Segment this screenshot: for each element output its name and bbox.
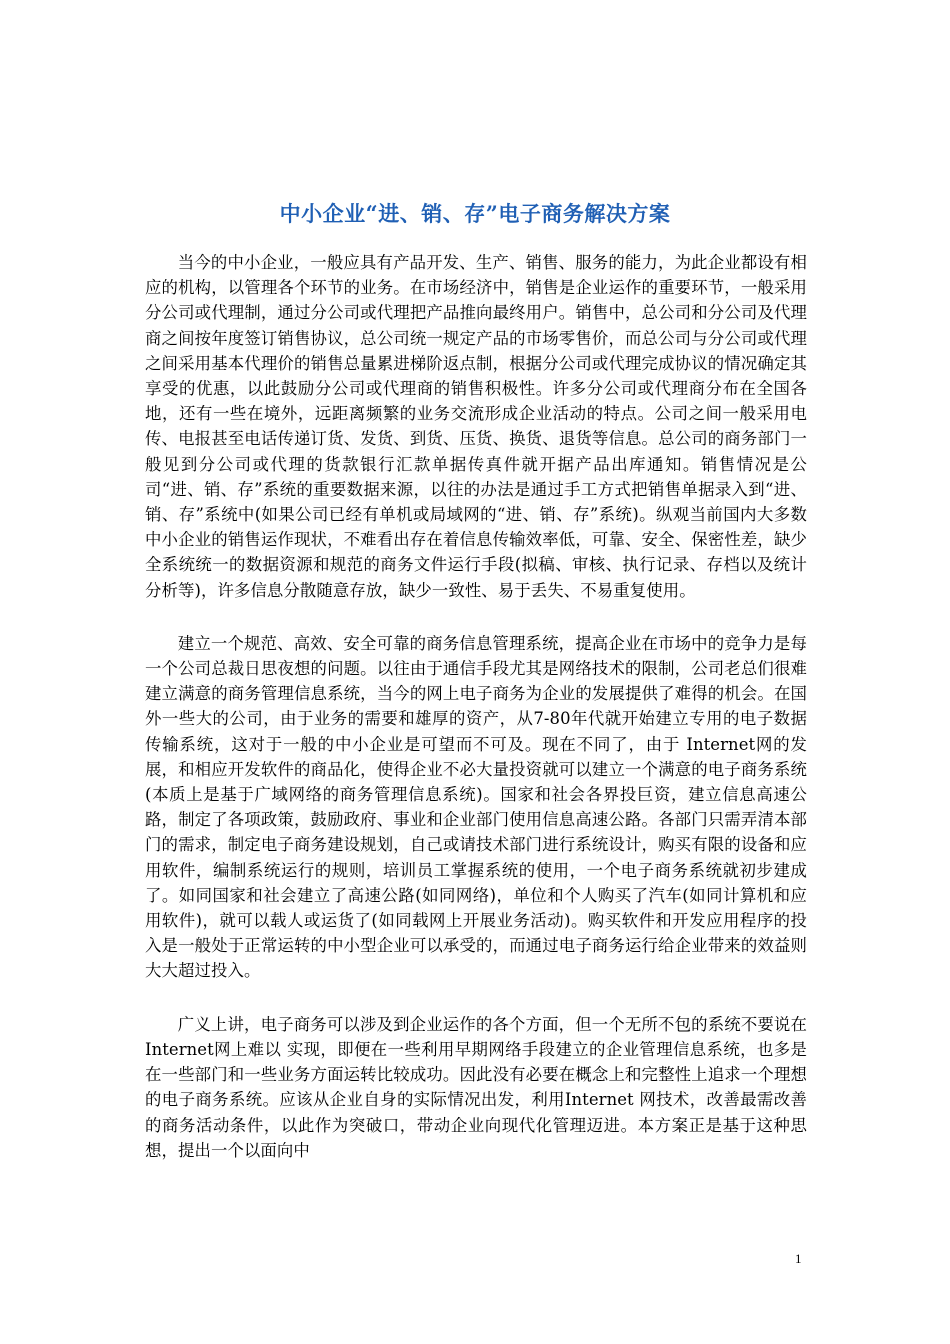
document-title: 中小企业“进、销、存”电子商务解决方案 xyxy=(279,201,671,226)
paragraph: 广义上讲，电子商务可以涉及到企业运作的各个方面，但一个无所不包的系统不要说在Internet网上难以 实现，即便在一些利用早期网络手段建立的企业管理信息系统，也多是在一些部门和一些业务方面运转比较成功。因此没有必要在概念上和完整性上追求一个理想的电子商务系统。应该从企业自身的实际情况出发，利用Internet 网技术，改善最需改善的商务活动条件，以此作为突破口，带动企业向现代化管理迈进。本方案正是基于这种思想，提出一个以面向中 xyxy=(145,1014,807,1160)
paragraph: 建立一个规范、高效、安全可靠的商务信息管理系统，提高企业在市场中的竞争力是每一个公司总裁日思夜想的问题。以往由于通信手段尤其是网络技术的限制，公司老总们很难建立满意的商务管理信息系统，当今的网上电子商务为企业的发展提供了难得的机会。在国外一些大的公司，由于业务的需要和雄厚的资产，从7-80年代就开始建立专用的电子数据传输系统，这对于一般的中小企业是可望而不可及。现在不同了，由于 Internet网的发展，和相应开发软件的商品化，使得企业不必大量投资就可以建立一个满意的电子商务系统(本质上是基于广域网络的商务管理信息系统)。国家和社会各界投巨资，建立信息高速公路，制定了各项政策，鼓励政府、事业和企业部门使用信息高速公路。各部门只需弄清本部门的需求，制定电子商务建设规划，自己或请技术部门进行系统设计，购买有限的设备和应用软件，编制系统运行的规则，培训员工掌握系统的使用，一个电子商务系统就初步建成了。如同国家和社会建立了高速公路(如同网络)，单位和个人购买了汽车(如同计算机和应用软件)，就可以载人或运货了(如同载网上开展业务活动)。购买软件和开发应用程序的投入是一般处于正常运转的中小型企业可以承受的，而通过电子商务运行给企业带来的效益则大大超过投入。 xyxy=(145,633,807,981)
page-number: 1 xyxy=(795,1251,802,1266)
paragraph: 当今的中小企业，一般应具有产品开发、生产、销售、服务的能力，为此企业都设有相应的机构，以管理各个环节的业务。在市场经济中，销售是企业运作的重要环节，一般采用分公司或代理制，通过分公司或代理把产品推向最终用户。销售中，总公司和分公司及代理商之间按年度签订销售协议，总公司统一规定产品的市场零售价，而总公司与分公司或代理之间采用基本代理价的销售总量累进梯阶返点制，根据分公司或代理完成协议的情况确定其享受的优惠，以此鼓励分公司或代理商的销售积极性。许多分公司或代理商分布在全国各地，还有一些在境外，远距离频繁的业务交流形成企业活动的特点。公司之间一般采用电传、电报甚至电话传递订货、发货、到货、压货、换货、退货等信息。总公司的商务部门一般见到分公司或代理的货款银行汇款单据传真件就开据产品出库通知。销售情况是公司“进、销、存”系统的重要数据来源，以往的办法是通过手工方式把销售单据录入到“进、销、存”系统中(如果公司已经有单机或局域网的“进、销、存”系统)。纵观当前国内大多数中小企业的销售运作现状，不难看出存在着信息传输效率低，可靠、安全、保密性差，缺少全系统统一的数据资源和规范的商务文件运行手段(拟稿、审核、执行记录、存档以及统计分析等)，许多信息分散随意存放，缺少一致性、易于丢失、不易重复使用。 xyxy=(145,253,807,600)
document-body xyxy=(145,250,807,1191)
